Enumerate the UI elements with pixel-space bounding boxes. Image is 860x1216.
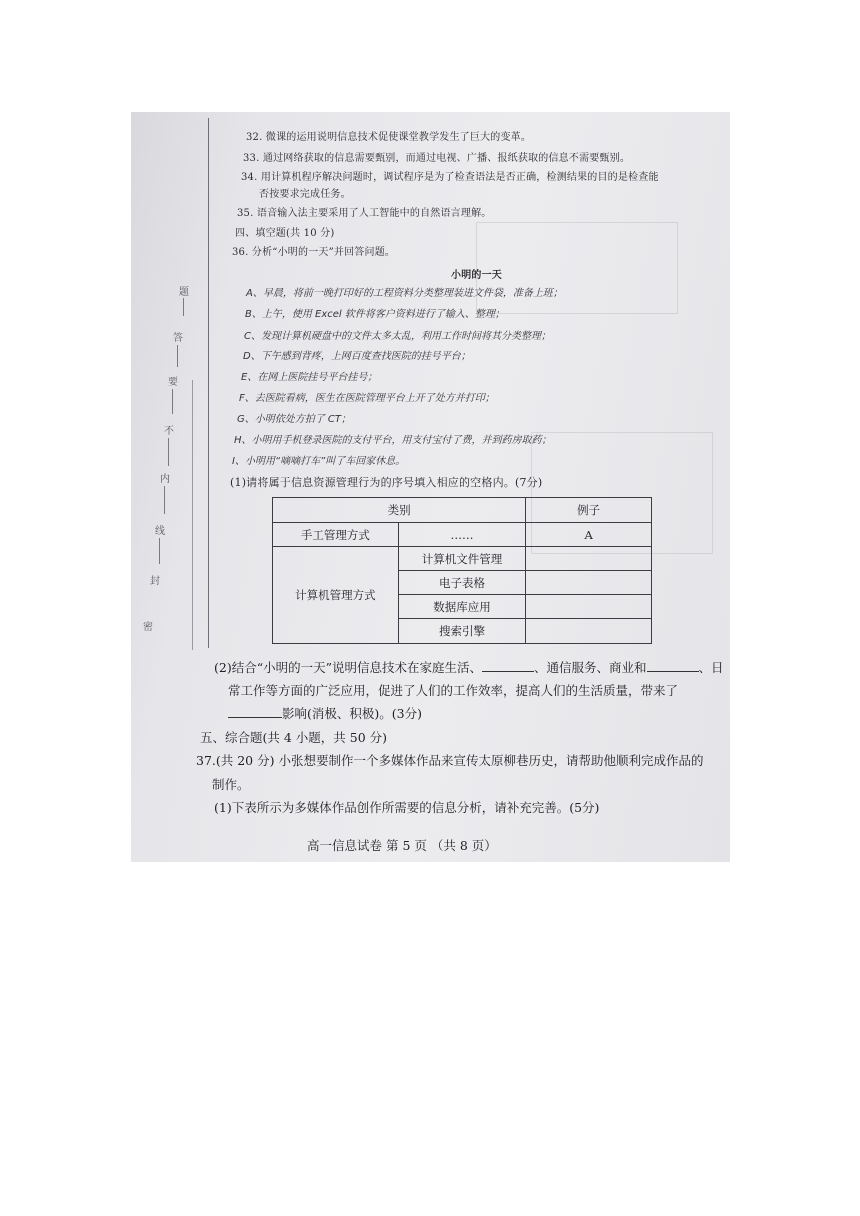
- answer-cell[interactable]: [526, 571, 652, 595]
- table-cell-search-engine: 搜索引擎: [398, 619, 526, 644]
- question-36: 36. 分析“小明的一天”并回答问题。: [232, 247, 396, 258]
- question-35: 35. 语音输入法主要采用了人工智能中的自然语言理解。: [237, 208, 492, 219]
- subquestion-36-2-line2: 常工作等方面的广泛应用，促进了人们的工作效率，提高人们的生活质量，带来了: [228, 683, 679, 698]
- margin-char: 要: [168, 377, 178, 388]
- story-item-e: E、在网上医院挂号平台挂号；: [241, 372, 378, 383]
- table-cell-computer: 计算机管理方式: [273, 547, 399, 644]
- subquestion-36-2-line3: [228, 704, 422, 722]
- story-item-h: H、小明用手机登录医院的支付平台，用支付宝付了费，并到药房取药；: [234, 435, 552, 446]
- binding-line: [208, 118, 209, 648]
- table-cell-database: 数据库应用: [398, 595, 526, 619]
- margin-char: 答: [173, 333, 183, 344]
- story-item-f: F、去医院看病，医生在医院管理平台上开了处方并打印；: [239, 393, 495, 404]
- answer-blank[interactable]: [228, 705, 282, 718]
- margin-dash: [183, 298, 184, 316]
- question-32: 32. 微课的运用说明信息技术促使课堂教学发生了巨大的变革。: [246, 132, 532, 143]
- story-item-g: G、小明依处方拍了 CT；: [237, 414, 352, 425]
- table-cell-manual-example: A: [526, 523, 652, 547]
- resource-management-table: [272, 497, 652, 644]
- story-item-d: D、下午感到背疼，上网百度查找医院的挂号平台；: [243, 351, 471, 362]
- show-through-mark: [476, 222, 678, 314]
- margin-char: 内: [160, 474, 170, 485]
- section-5-heading: 五、综合题(共 4 小题，共 50 分): [200, 730, 388, 745]
- subquestion-36-1: (1)请将属于信息资源管理行为的序号填入相应的空格内。(7分): [230, 476, 543, 489]
- table-header-example: 例子: [526, 498, 652, 523]
- sub2-text-1: (2)结合“小明的一天”说明信息技术在家庭生活、: [214, 660, 482, 675]
- margin-dash: [168, 438, 169, 466]
- margin-dash: [177, 345, 178, 367]
- answer-cell[interactable]: [526, 619, 652, 644]
- answer-blank[interactable]: [647, 659, 699, 672]
- margin-char: 密: [143, 622, 153, 633]
- story-item-c: C、发现计算机硬盘中的文件太多太乱，利用工作时间将其分类整理；: [244, 331, 551, 342]
- margin-char: 题: [179, 287, 189, 298]
- table-cell-spreadsheet: 电子表格: [398, 571, 526, 595]
- page-footer: 高一信息试卷 第 5 页 （共 8 页）: [307, 838, 497, 853]
- margin-char: 不: [164, 426, 174, 437]
- margin-dash: [164, 486, 165, 514]
- binding-line-inner: [192, 380, 193, 650]
- table-header-category: 类别: [273, 498, 526, 523]
- story-title: 小明的一天: [451, 270, 502, 281]
- margin-char: 线: [155, 526, 165, 537]
- subquestion-36-2-line1: [214, 658, 724, 676]
- story-item-i: I、小明用“嘀嘀打车”叫了车回家休息。: [232, 456, 406, 467]
- question-34-line1: 34. 用计算机程序解决问题时，调试程序是为了检查语法是否正确，检测结果的目的是检查能: [241, 172, 659, 183]
- margin-dash: [159, 538, 160, 564]
- table-cell-file-mgmt: 计算机文件管理: [398, 547, 526, 571]
- question-37-line2: 制作。: [212, 777, 250, 792]
- sub2-text-4: 影响(消极、积极)。(3分): [282, 706, 422, 721]
- question-37-line1: 37.(共 20 分) 小张想要制作一个多媒体作品来宣传太原柳巷历史，请帮助他顺利完成作品的: [196, 753, 704, 768]
- margin-char: 封: [150, 576, 160, 587]
- table-cell-manual: 手工管理方式: [273, 523, 399, 547]
- subquestion-37-1: (1)下表所示为多媒体作品创作所需要的信息分析，请补充完善。(5分): [214, 800, 600, 815]
- story-item-b: B、上午，使用 Excel 软件将客户资料进行了输入、整理；: [245, 309, 505, 320]
- question-33: 33. 通过网络获取的信息需要甄别，而通过电视、广播、报纸获取的信息不需要甄别。: [243, 153, 631, 164]
- sub2-text-2: 、通信服务、商业和: [534, 660, 647, 675]
- story-item-a: A、早晨，将前一晚打印好的工程资料分类整理装进文件袋，准备上班；: [246, 288, 563, 299]
- answer-cell[interactable]: [526, 595, 652, 619]
- sub2-text-3: 、日: [698, 660, 724, 675]
- margin-dash: [172, 389, 173, 414]
- answer-cell[interactable]: [526, 547, 652, 571]
- section-4-heading: 四、填空题(共 10 分): [235, 228, 335, 239]
- table-cell-manual-sub: ……: [398, 523, 526, 547]
- answer-blank[interactable]: [482, 659, 534, 672]
- question-34-line2: 否按要求完成任务。: [259, 189, 351, 200]
